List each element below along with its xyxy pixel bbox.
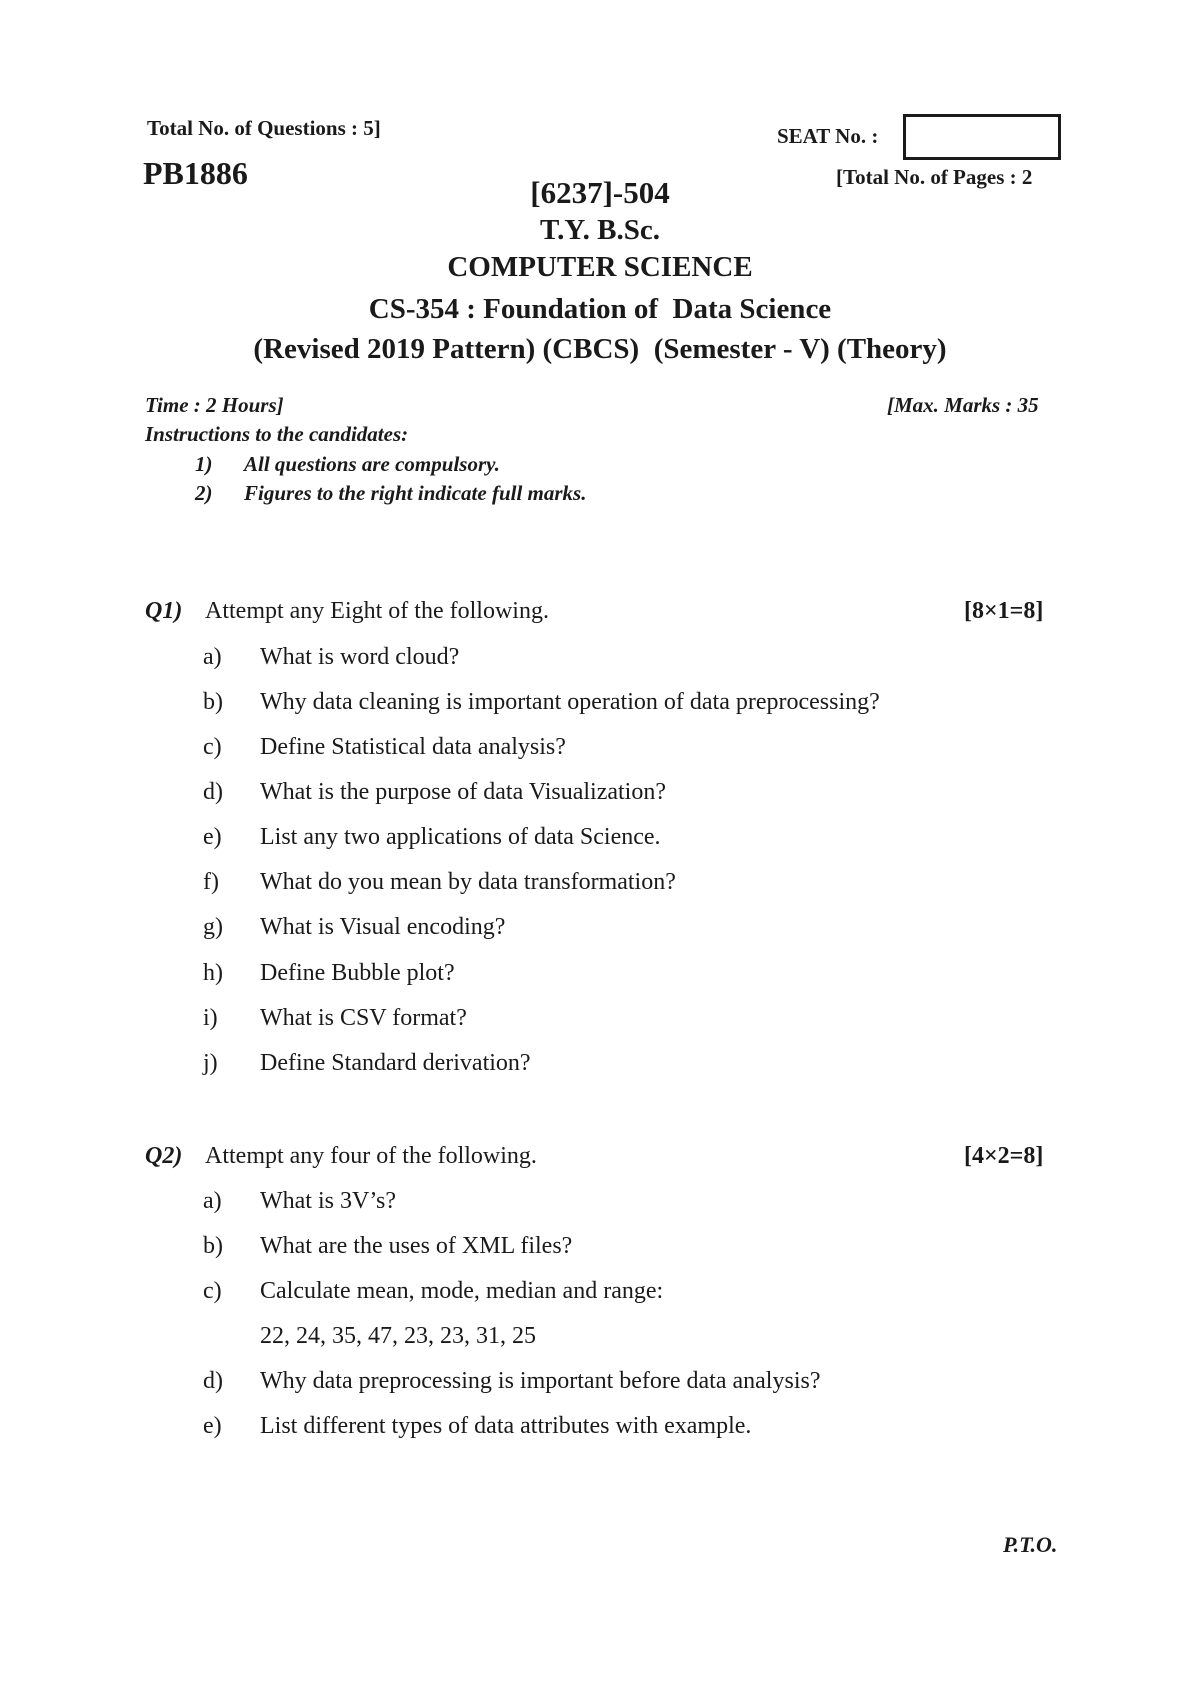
- item-text: What do you mean by data transformation?: [260, 869, 676, 895]
- question-item: [0, 960, 1200, 992]
- item-letter: d): [203, 779, 223, 805]
- item-letter: e): [203, 824, 222, 850]
- instruction-item: [0, 481, 1200, 509]
- item-letter: j): [203, 1050, 218, 1076]
- instruction-number: 2): [195, 481, 213, 505]
- item-letter: f): [203, 869, 219, 895]
- question-item: [0, 1368, 1200, 1400]
- item-text: 22, 24, 35, 47, 23, 23, 31, 25: [260, 1323, 536, 1349]
- instruction-number: 1): [195, 452, 213, 476]
- question-item: [0, 1005, 1200, 1037]
- question-item-continuation: [0, 1323, 1200, 1355]
- exam-pattern: (Revised 2019 Pattern) (CBCS) (Semester - V) (Theory): [253, 333, 947, 365]
- item-text: What is CSV format?: [260, 1005, 467, 1031]
- item-letter: a): [203, 644, 222, 670]
- question-label: Q2): [145, 1143, 183, 1169]
- question-heading: [0, 598, 1200, 630]
- question-item: [0, 779, 1200, 811]
- item-text: List any two applications of data Science.: [260, 824, 661, 850]
- item-text: Calculate mean, mode, median and range:: [260, 1278, 664, 1304]
- question-item: [0, 1050, 1200, 1082]
- instruction-item: [0, 452, 1200, 480]
- question-marks: [8×1=8]: [964, 598, 1044, 624]
- item-text: What is 3V’s?: [260, 1188, 396, 1214]
- item-text: What is the purpose of data Visualization?: [260, 779, 666, 805]
- exam-duration: Time : 2 Hours]: [145, 393, 284, 417]
- item-text: Why data preprocessing is important before data analysis?: [260, 1368, 821, 1394]
- question-item: [0, 1278, 1200, 1310]
- item-text: List different types of data attributes with example.: [260, 1413, 752, 1439]
- item-letter: e): [203, 1413, 222, 1439]
- instructions-title: Instructions to the candidates:: [145, 422, 409, 446]
- item-letter: a): [203, 1188, 222, 1214]
- question-item: [0, 869, 1200, 901]
- max-marks: [Max. Marks : 35: [887, 393, 1039, 417]
- total-questions: Total No. of Questions : 5]: [147, 116, 381, 140]
- item-letter: c): [203, 734, 222, 760]
- question-title: Attempt any four of the following.: [205, 1143, 537, 1169]
- item-text: Why data cleaning is important operation of data preprocessing?: [260, 689, 880, 715]
- item-letter: b): [203, 1233, 223, 1259]
- instruction-text: All questions are compulsory.: [244, 452, 500, 476]
- item-letter: d): [203, 1368, 223, 1394]
- item-letter: b): [203, 689, 223, 715]
- item-text: Define Statistical data analysis?: [260, 734, 566, 760]
- instruction-text: Figures to the right indicate full marks.: [244, 481, 587, 505]
- page-turn-over: P.T.O.: [1003, 1532, 1058, 1557]
- item-text: What are the uses of XML files?: [260, 1233, 573, 1259]
- item-letter: c): [203, 1278, 222, 1304]
- question-title: Attempt any Eight of the following.: [205, 598, 549, 624]
- item-text: Define Bubble plot?: [260, 960, 455, 986]
- total-pages: [Total No. of Pages : 2: [836, 165, 1033, 189]
- item-text: Define Standard derivation?: [260, 1050, 531, 1076]
- item-text: What is Visual encoding?: [260, 914, 506, 940]
- question-item: [0, 734, 1200, 766]
- question-item: [0, 1233, 1200, 1265]
- item-letter: i): [203, 1005, 218, 1031]
- question-heading: [0, 1143, 1200, 1175]
- course-title: CS-354 : Foundation of Data Science: [368, 293, 832, 325]
- question-item: [0, 689, 1200, 721]
- item-letter: g): [203, 914, 223, 940]
- question-item: [0, 1413, 1200, 1445]
- question-item: [0, 1188, 1200, 1220]
- question-marks: [4×2=8]: [964, 1143, 1044, 1169]
- question-label: Q1): [145, 598, 183, 624]
- paper-id: PB1886: [143, 155, 248, 191]
- paper-code: [6237]-504: [530, 175, 670, 210]
- seat-number-label: SEAT No. :: [777, 124, 879, 148]
- class-name: T.Y. B.Sc.: [539, 214, 661, 246]
- question-item: [0, 824, 1200, 856]
- department-name: COMPUTER SCIENCE: [447, 251, 753, 283]
- question-item: [0, 644, 1200, 676]
- question-item: [0, 914, 1200, 946]
- item-letter: h): [203, 960, 223, 986]
- item-text: What is word cloud?: [260, 644, 460, 670]
- seat-number-box[interactable]: [903, 114, 1061, 160]
